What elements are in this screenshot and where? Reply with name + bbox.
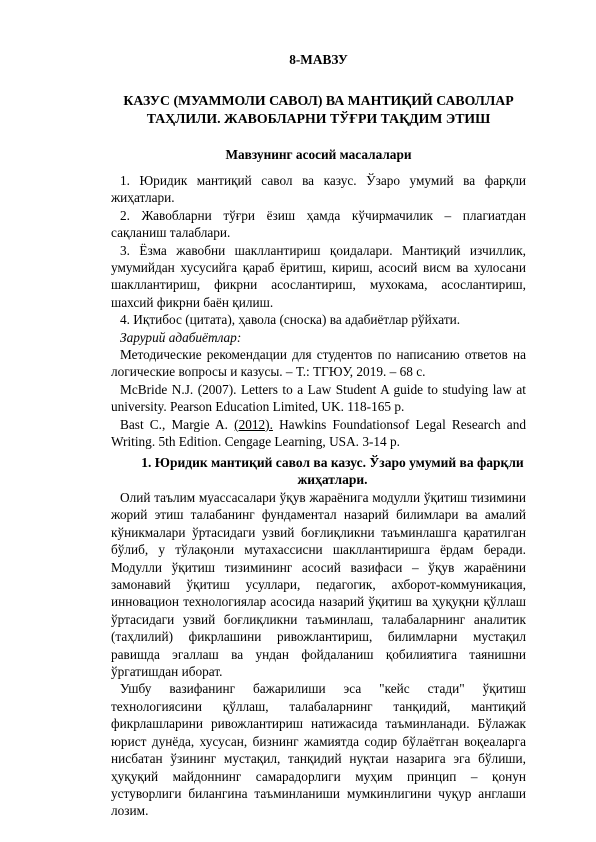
section-body: [111, 489, 526, 820]
title-line-2: ТАҲЛИЛИ. ЖАВОБЛАРНИ ТЎҒРИ ТАҚДИМ ЭТИШ: [146, 111, 491, 126]
reference-rest: Hawkins Foundationsof Legal Research and Writing. 5th Edition. Cengage Learning, USA. 3-14 p.: [111, 416, 526, 450]
reference-item: [111, 416, 526, 451]
list-item: 3. Ёзма жавобни шакллантириш қоидалари. Мантиқий изчиллик, умумийдан хусусийга қараб ёритиш, кириш, асосий висм ва хулосани шакллантириш, фикрни асослантириш, мухокама, асослантириш, шахсий фикрни баён қилиш.: [111, 242, 526, 310]
topics-list: [111, 172, 526, 451]
reference-item: Методические рекомендации для студентов по написанию ответов на логические вопросы и казусы. – Т.: ТГЮУ, 2019. – 68 с.: [111, 347, 526, 380]
reference-year: (2012).: [234, 416, 273, 432]
topic-label: 8-МАВЗУ: [289, 52, 348, 67]
reference-item: McBride N.J. (2007). Letters to a Law Student A guide to studying law at university. Pearson Education Limited, UK. 118-165 p.: [111, 381, 526, 415]
reference-authors: Bast C., Margie A.: [120, 416, 228, 432]
section-title: 1. Юридик мантиқий савол ва казус. Ўзаро умумий ва фарқли жиҳатлари.: [141, 455, 524, 488]
list-item: 2. Жавобларни тўғри ёзиш ҳамда кўчирмачилик – плагиатдан сақланиш талаблари.: [111, 207, 526, 241]
literature-label: Зарурий адабиётлар:: [120, 329, 242, 345]
page-title: [111, 92, 526, 128]
list-item: 1. Юридик мантиқий савол ва казус. Ўзаро умумий ва фарқли жиҳатлари.: [111, 173, 526, 206]
subheading: Мавзунинг асосий масалалари: [225, 147, 412, 162]
body-paragraph: Ушбу вазифанинг бажарилиши эса "кейс стади" ўқитиш технологиясини қўллаш, талабаларнинг танқидий, мантиқий фикрлашларини ривожлантириш натижасида таъминланади. Бўлажак юрист дунёда, хусусан, бизнинг жамиятда содир бўлаётган воқеаларга нисбатан ўзининг мустақил, танқидий нуқтаи назарига эга бўлиши, ҳуқуқий майдоннинг самарадорлиги муҳим принцип – қонун устуворлиги билангина таъминланиши мумкинлигини чуқур англаши лозим.: [111, 681, 526, 819]
title-line-1: КАЗУС (МУАММОЛИ САВОЛ) ВА МАНТИҚИЙ САВОЛЛАР: [123, 93, 514, 108]
list-item: 4. Иқтибос (цитата), ҳавола (сноска) ва адабиётлар рўйхати.: [120, 312, 461, 328]
body-paragraph: Олий таълим муассасалари ўқув жараёнига модулли ўқитиш тизимини жорий этиш талабанинг фундаментал назарий билимлари ва амалий кўникмалари ўртасидаги узвий боғлиқликни таъминлашга қаратилган бўлиб, у тўлақонли мутахассисни шакллантиришга ёрдам беради. Модулли ўқитиш тизимининг асосий вазифаси – ўқув жараёнини замонавий ўқитиш усуллари, педагогик, ахборот-коммуникация, инновацион технологиялар асосида назарий ўқитиш ва ҳуқуқни қўллаш ўртасидаги узвий боғлиқликни таъминлаш, талабаларнинг аналитик (таҳлилий) фикрлашини ривожлантириш, билимларни мустақил равишда эгаллаш ва ундан фойдаланиш қобилиятига таянишни ўргатишдан иборат.: [111, 490, 526, 680]
